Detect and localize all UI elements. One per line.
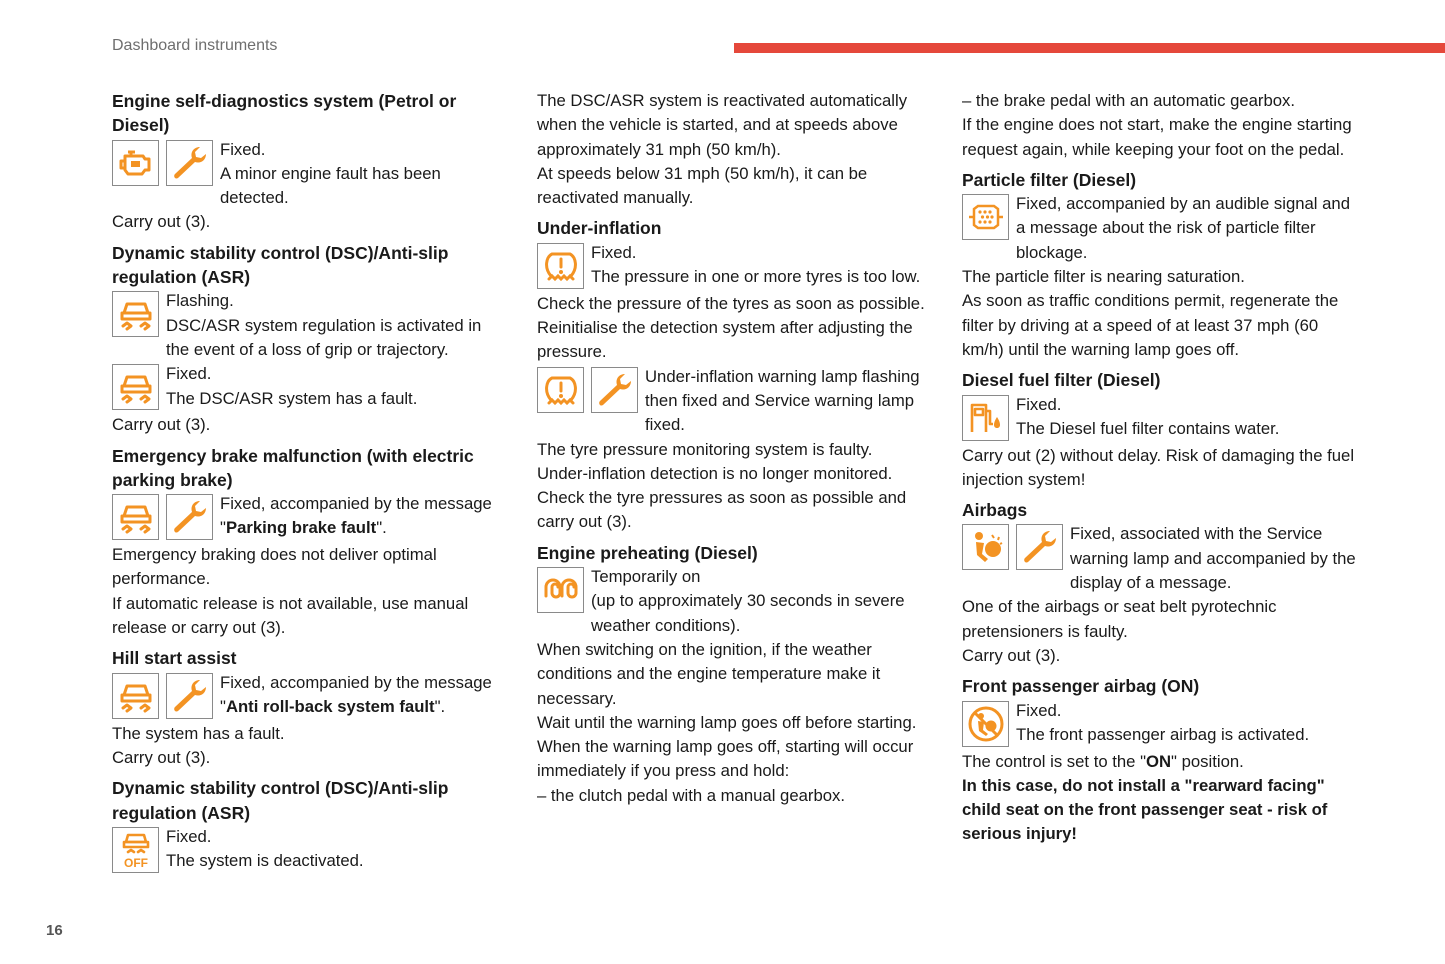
engine-icon <box>112 140 159 186</box>
hill-desc: Fixed, accompanied by the message "Anti roll-back system fault". <box>220 672 492 716</box>
car-slip-icon <box>112 364 159 410</box>
ebrake-heading: Emergency brake malfunction (with electric parking brake) <box>112 445 474 490</box>
preheat-condition: When switching on the ignition, if the weather conditions and the engine temperature make it necessary. <box>537 639 881 708</box>
off-label: OFF <box>123 855 148 870</box>
underinflation-check: Check the pressure of the tyres as soon as possible. <box>537 293 925 313</box>
fuelfilter-block <box>962 393 1362 444</box>
fuelfilter-desc: The Diesel fuel filter contains water. <box>1016 418 1280 438</box>
dsc-off-desc: The system is deactivated. <box>166 851 364 871</box>
particle-action: As soon as traffic conditions permit, regenerate the filter by driving at a speed of at least 37 mph (60 km/h) until the warning lamp goes off. <box>962 291 1339 359</box>
underinflation-fault-desc: Under-inflation warning lamp flashing then fixed and Service warning lamp fixed. <box>645 366 920 435</box>
passenger-airbag-control: The control is set to the "ON" position. <box>962 751 1244 771</box>
engine-diag-heading: Engine self-diagnostics system (Petrol or Diesel) <box>112 91 457 136</box>
engine-diag-desc: A minor engine fault has been detected. <box>220 163 441 208</box>
dsc-flashing-desc: DSC/ASR system regulation is activated in the event of a loss of grip or trajectory. <box>166 315 482 359</box>
underinflation-desc: The pressure in one or more tyres is too low. <box>591 267 921 287</box>
page-number: 16 <box>46 922 63 939</box>
dsc-heading: Dynamic stability control (DSC)/Anti-slip regulation (ASR) <box>112 242 449 288</box>
service-wrench-icon <box>166 140 213 186</box>
dsc-fixed-state: Fixed. <box>166 364 212 384</box>
particle-filter-icon <box>962 194 1009 240</box>
column-1 <box>112 89 507 876</box>
airbag-icon <box>962 524 1009 570</box>
dsc-off-state: Fixed. <box>166 826 212 846</box>
service-wrench-icon <box>166 494 213 540</box>
car-slip-icon <box>112 494 159 540</box>
fuelfilter-heading: Diesel fuel filter (Diesel) <box>962 370 1161 391</box>
particle-block <box>962 192 1362 265</box>
airbags-desc: Fixed, associated with the Service warning lamp and accompanied by the display of a message. <box>1070 524 1356 593</box>
section-title: Dashboard instruments <box>112 37 278 54</box>
preheating-coil-icon <box>537 567 584 613</box>
particle-heading: Particle filter (Diesel) <box>962 169 1137 190</box>
hill-heading: Hill start assist <box>112 648 237 669</box>
tyre-pressure-icon <box>537 367 584 413</box>
ebrake-desc: Fixed, accompanied by the message "Parking brake fault". <box>220 494 492 538</box>
preheat-heading: Engine preheating (Diesel) <box>537 542 758 563</box>
passenger-airbag-desc: The front passenger airbag is activated. <box>1016 724 1310 744</box>
underinflation-fault-block <box>537 365 932 438</box>
restart-text: If the engine does not start, make the engine starting request again, while keeping your foot on the pedal. <box>962 115 1352 159</box>
passenger-airbag-on-icon <box>962 701 1009 747</box>
airbags-heading: Airbags <box>962 500 1028 521</box>
dsc-off-block <box>112 825 507 876</box>
airbags-action: Carry out (3). <box>962 645 1061 665</box>
passenger-airbag-state: Fixed. <box>1016 700 1062 720</box>
underinflation-heading: Under-inflation <box>537 218 662 239</box>
car-slip-icon <box>112 291 159 337</box>
fuelfilter-action: Carry out (2) without delay. Risk of damaging the fuel injection system! <box>962 445 1355 489</box>
dsc-flashing-state: Flashing. <box>166 291 234 311</box>
hill-action: Carry out (3). <box>112 747 211 767</box>
fuelfilter-state: Fixed. <box>1016 394 1062 414</box>
car-slip-icon <box>112 673 159 719</box>
service-wrench-icon <box>1016 524 1063 570</box>
engine-diag-block <box>112 138 507 211</box>
dsc-fixed-desc: The DSC/ASR system has a fault. <box>166 388 418 408</box>
brake-pedal-text: – the brake pedal with an automatic gearbox. <box>962 91 1296 110</box>
preheat-start: When the warning lamp goes off, starting will occur immediately if you press and hold: <box>537 737 914 781</box>
airbags-faulty: One of the airbags or seat belt pyrotechnic pretensioners is faulty. <box>962 597 1277 641</box>
dsc-manual-text: At speeds below 31 mph (50 km/h), it can be reactivated manually. <box>537 163 868 208</box>
hill-info: The system has a fault. <box>112 723 285 743</box>
dsc-off-heading: Dynamic stability control (DSC)/Anti-slip regulation (ASR) <box>112 778 449 823</box>
passenger-airbag-block <box>962 699 1362 750</box>
preheat-wait: Wait until the warning lamp goes off before starting. <box>537 712 917 732</box>
fuel-filter-water-icon <box>962 395 1009 441</box>
ebrake-action: If automatic release is not available, use manual release or carry out (3). <box>112 593 469 638</box>
underinflation-fixed-block <box>537 241 932 292</box>
tpms-not-monitored-text: Under-inflation detection is no longer monitored. <box>537 463 893 483</box>
dsc-fixed-block <box>112 362 507 413</box>
column-2 <box>537 89 932 808</box>
underinflation-state: Fixed. <box>591 242 637 262</box>
hill-block <box>112 671 507 722</box>
passenger-airbag-heading: Front passenger airbag (ON) <box>962 676 1200 697</box>
child-seat-warning: In this case, do not install a "rearward facing" child seat on the front passenger seat - risk of serious injury! <box>962 775 1328 844</box>
underinflation-reinit: Reinitialise the detection system after adjusting the pressure. <box>537 318 913 362</box>
preheat-block <box>537 565 932 638</box>
car-slip-off-icon <box>112 827 159 873</box>
tyre-pressure-icon <box>537 243 584 289</box>
ebrake-info: Emergency braking does not deliver optimal performance. <box>112 545 437 589</box>
ebrake-block <box>112 492 507 543</box>
header-accent-bar <box>734 43 1445 53</box>
dsc-reactivation-text: The DSC/ASR system is reactivated automatically when the vehicle is started, and at speeds above approximately 31 mph (50 km/h). <box>537 91 908 159</box>
dsc-action: Carry out (3). <box>112 415 211 435</box>
engine-diag-state: Fixed. <box>220 139 266 159</box>
tpms-action: Check the tyre pressures as soon as possible and carry out (3). <box>537 488 907 532</box>
service-wrench-icon <box>166 673 213 719</box>
particle-desc: Fixed, accompanied by an audible signal and a message about the risk of particle filter blockage. <box>1016 194 1350 262</box>
preheat-state: Temporarily on <box>591 567 701 587</box>
particle-saturation: The particle filter is nearing saturation. <box>962 267 1245 287</box>
dsc-flashing-block <box>112 289 507 362</box>
preheat-clutch: – the clutch pedal with a manual gearbox. <box>537 785 845 805</box>
service-wrench-icon <box>591 367 638 413</box>
airbags-block <box>962 522 1362 595</box>
preheat-duration: (up to approximately 30 seconds in severe weather conditions). <box>591 591 905 635</box>
column-3 <box>962 89 1362 847</box>
engine-diag-action: Carry out (3). <box>112 212 211 232</box>
tpms-faulty-text: The tyre pressure monitoring system is faulty. <box>537 439 873 459</box>
